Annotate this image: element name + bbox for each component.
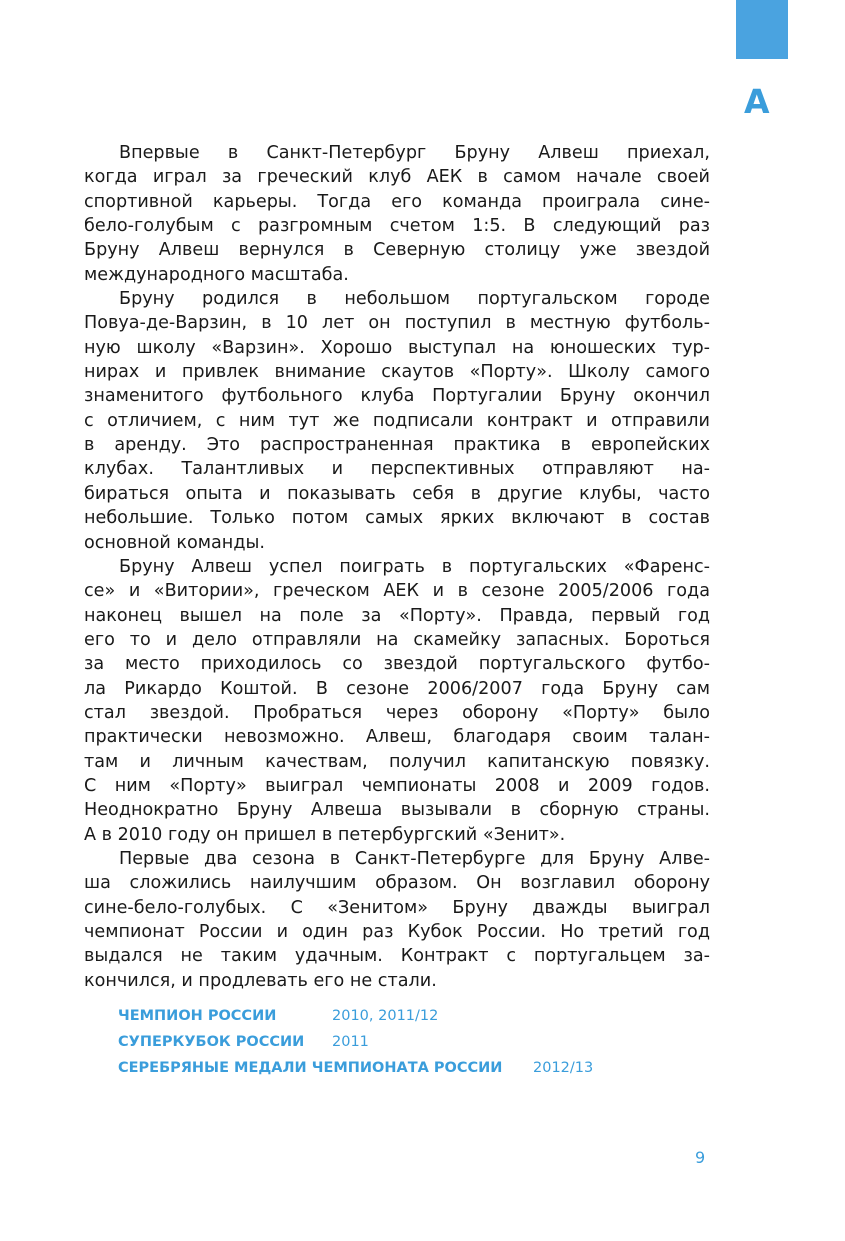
achievement-row [118,1055,593,1081]
paragraph [84,141,710,287]
text-line: выдался не таким удачным. Контракт с португальцем за- [84,946,710,967]
paragraph [84,847,710,993]
text-line: Бруну Алвеш успел поиграть в португальских «Фаренс- [119,556,710,577]
achievement-years: 2011 [332,1034,369,1050]
text-line: кончился, и продлевать его не стали. [84,970,437,991]
text-line: в аренду. Это распространенная практика в европейских [84,435,710,456]
text-line: Повуа-де-Варзин, в 10 лет он поступил в местную футболь- [84,313,710,334]
text-line: А в 2010 году он пришел в петербургский «Зенит». [84,824,566,845]
text-line: ла Рикардо Коштой. В сезоне 2006/2007 года Бруну сам [84,678,710,699]
text-line: Неоднократно Бруну Алвеша вызывали в сборную страны. [84,800,710,821]
text-line: его то и дело отправляли на скамейку запасных. Бороться [84,629,710,650]
achievement-title: ЧЕМПИОН РОССИИ [118,1008,277,1024]
text-line: нирах и привлек внимание скаутов «Порту». Школу самого [84,362,710,383]
text-line: там и личным качествам, получил капитанскую повязку. [84,751,710,772]
achievement-row [118,1029,593,1055]
achievements-list [118,1003,593,1081]
text-line: бело-голубым с разгромным счетом 1:5. В следующий раз [84,216,710,237]
paragraph-list [84,141,710,993]
text-line: спортивной карьеры. Тогда его команда проиграла сине- [84,191,710,212]
text-line: стал звездой. Пробраться через оборону «Порту» было [84,702,710,723]
achievement-years: 2012/13 [533,1060,594,1076]
text-line: небольшие. Только потом самых ярких включают в состав [84,508,710,529]
paragraph [84,555,710,847]
text-line: Впервые в Санкт-Петербург Бруну Алвеш приехал, [119,143,710,163]
text-line: когда играл за греческий клуб АЕК в самом начале своей [84,167,710,188]
text-line: с отличием, с ним тут же подписали контракт и отправили [84,410,710,431]
page-number: 9 [695,1148,706,1167]
section-tab [736,0,788,59]
achievement-row [118,1003,593,1029]
text-line: за место приходилось со звездой португальского футбо- [84,654,710,675]
text-line: С ним «Порту» выиграл чемпионаты 2008 и 2009 годов. [84,775,710,796]
text-line: ную школу «Варзин». Хорошо выступал на юношеских тур- [84,337,710,358]
text-line: Бруну родился в небольшом португальском городе [119,289,710,310]
paragraph [84,287,710,555]
text-line: Первые два сезона в Санкт-Петербурге для Бруну Алве- [119,848,710,869]
text-line: международного масштаба. [84,264,349,285]
article-body [84,141,710,993]
text-line: ша сложились наилучшим образом. Он возглавил оборону [84,873,710,894]
text-line: практически невозможно. Алвеш, благодаря своим талан- [84,727,710,748]
text-line: чемпионат России и один раз Кубок России. Но третий год [84,922,710,942]
text-line: наконец вышел на поле за «Порту». Правда, первый год [84,605,710,626]
achievement-title: СУПЕРКУБОК РОССИИ [118,1034,305,1050]
text-line: се» и «Витории», греческом АЕК и в сезоне 2005/2006 года [84,581,710,602]
text-line: клубах. Талантливых и перспективных отправляют на- [84,459,710,480]
achievement-years: 2010, 2011/12 [332,1008,439,1024]
section-letter: А [744,82,770,121]
text-line: основной команды. [84,532,265,553]
text-line: Бруну Алвеш вернулся в Северную столицу уже звездой [84,240,710,261]
text-line: бираться опыта и показывать себя в другие клубы, часто [84,483,710,504]
text-line: знаменитого футбольного клуба Португалии Бруну окончил [84,386,710,407]
achievement-title: СЕРЕБРЯНЫЕ МЕДАЛИ ЧЕМПИОНАТА РОССИИ [118,1060,503,1076]
text-line: сине-бело-голубых. С «Зенитом» Бруну дважды выиграл [84,897,710,918]
